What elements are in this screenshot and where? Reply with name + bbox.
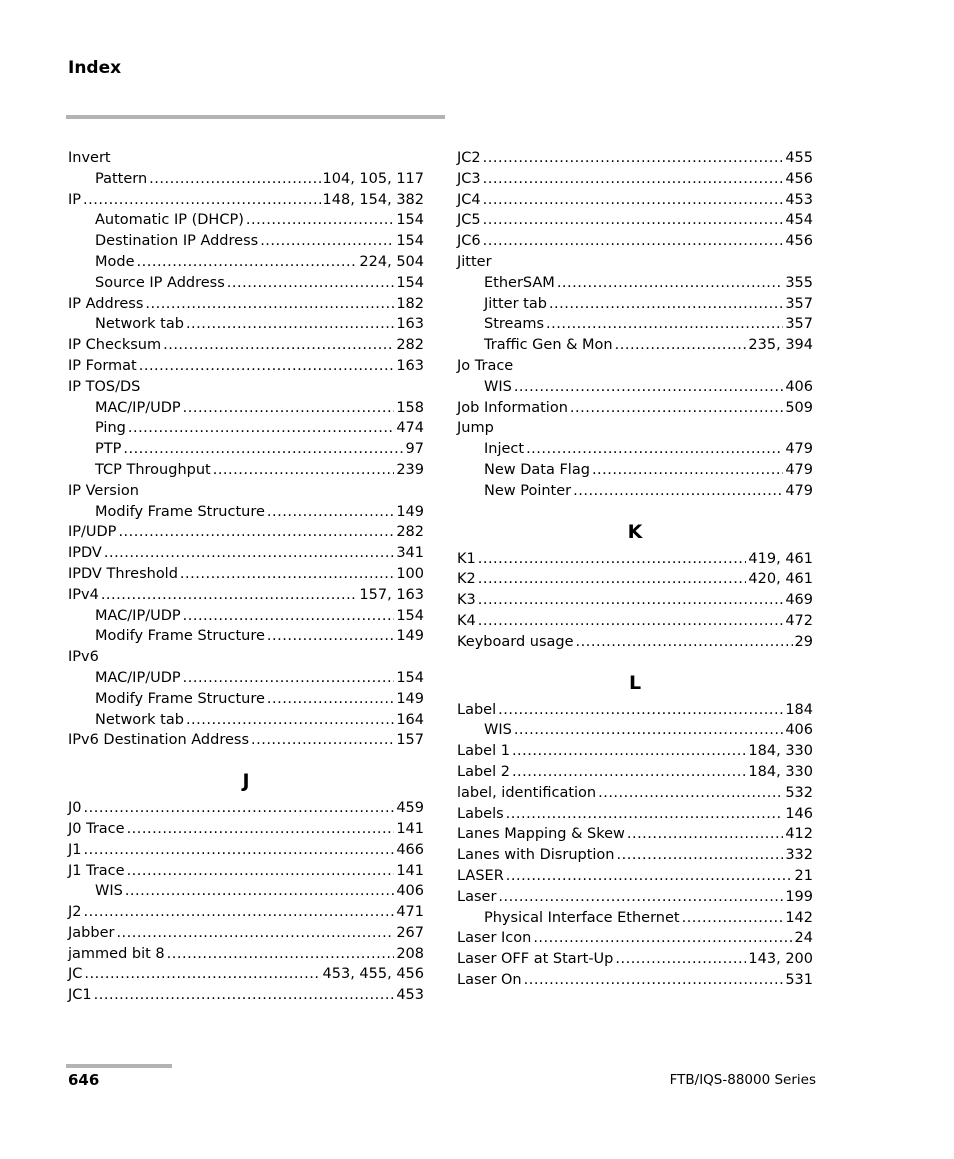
index-subentry <box>68 273 424 294</box>
index-subentry <box>457 335 813 356</box>
index-entry <box>457 569 813 590</box>
index-entry <box>457 887 813 908</box>
index-page-refs: 199 <box>785 888 813 905</box>
dot-leader <box>514 720 783 741</box>
index-term: IP Address <box>68 295 144 312</box>
index-term: Automatic IP (DHCP) <box>95 212 244 229</box>
index-term: K1 <box>457 550 476 567</box>
index-page-refs: 454 <box>785 212 813 229</box>
index-subentry <box>457 908 813 929</box>
index-page-refs: 157, 163 <box>359 586 424 603</box>
dot-leader <box>483 190 784 211</box>
dot-leader <box>478 549 747 570</box>
index-term: Keyboard usage <box>457 633 574 650</box>
index-entry <box>68 294 424 315</box>
index-term: New Pointer <box>484 482 572 499</box>
dot-leader <box>123 439 403 460</box>
index-term: IP <box>68 191 82 208</box>
index-term: LASER <box>457 867 504 884</box>
index-page-refs: 472 <box>785 612 813 629</box>
index-term: Mode <box>95 253 135 270</box>
index-page-refs: 163 <box>396 357 424 374</box>
index-entry <box>68 902 424 923</box>
index-page-refs: 104, 105, 117 <box>322 170 424 187</box>
index-term: Invert <box>68 150 111 166</box>
dot-leader <box>483 169 784 190</box>
index-term: New Data Flag <box>484 461 590 478</box>
index-subentry <box>68 210 424 231</box>
index-page-refs: 453 <box>396 987 424 1004</box>
dot-leader <box>83 190 321 211</box>
index-page-refs: 154 <box>396 607 424 624</box>
header-rule <box>66 115 445 119</box>
index-term: K3 <box>457 592 476 609</box>
index-subentry <box>457 314 813 335</box>
index-page-refs: 406 <box>785 722 813 739</box>
index-entry <box>457 762 813 783</box>
index-entry <box>457 928 813 949</box>
index-term: MAC/IP/UDP <box>95 399 181 416</box>
index-page-refs: 149 <box>396 690 424 707</box>
index-entry <box>457 824 813 845</box>
index-entry <box>457 590 813 611</box>
index-subentry <box>68 460 424 481</box>
dot-leader <box>478 611 784 632</box>
index-page-refs: 149 <box>396 628 424 645</box>
index-page-refs: 239 <box>396 461 424 478</box>
dot-leader <box>186 710 394 731</box>
index-page-refs: 157 <box>396 732 424 749</box>
dot-leader <box>84 840 395 861</box>
index-entry <box>68 377 424 398</box>
index-page-refs: 355 <box>785 274 813 291</box>
index-page-refs: 412 <box>785 826 813 843</box>
index-term: K2 <box>457 571 476 588</box>
index-page-refs: 148, 154, 382 <box>322 191 424 208</box>
index-page-refs: 453, 455, 456 <box>322 966 424 983</box>
index-term: Label <box>457 701 497 718</box>
index-term: Label 1 <box>457 743 510 760</box>
index-term: Network tab <box>95 316 184 333</box>
index-entry <box>68 543 424 564</box>
index-page-refs: 469 <box>785 592 813 609</box>
dot-leader <box>213 460 395 481</box>
dot-leader <box>127 861 395 882</box>
index-entry <box>68 481 424 502</box>
index-term: Jabber <box>68 924 115 941</box>
dot-leader <box>524 970 784 991</box>
index-entry <box>68 148 424 169</box>
index-page-refs: 154 <box>396 274 424 291</box>
index-page-refs: 406 <box>785 378 813 395</box>
index-term: IPDV Threshold <box>68 565 178 582</box>
index-page-refs: 24 <box>794 930 813 947</box>
index-term: label, identification <box>457 784 597 801</box>
index-term: WIS <box>484 378 512 395</box>
index-page-refs: 224, 504 <box>359 253 424 270</box>
index-subentry <box>457 460 813 481</box>
index-entry <box>457 169 813 190</box>
dot-leader <box>498 700 783 721</box>
index-term: J0 Trace <box>68 820 125 837</box>
index-term: Ping <box>95 420 126 437</box>
index-page-refs: 479 <box>785 461 813 478</box>
dot-leader <box>617 845 784 866</box>
dot-leader <box>576 632 793 653</box>
index-entry <box>457 632 813 653</box>
index-entry <box>457 700 813 721</box>
index-entry <box>457 804 813 825</box>
index-entry <box>68 190 424 211</box>
index-page-refs: 154 <box>396 669 424 686</box>
index-page-refs: 456 <box>785 233 813 250</box>
index-subentry <box>68 710 424 731</box>
index-term: JC2 <box>457 150 481 166</box>
index-term: IPDV <box>68 545 102 562</box>
index-term: J1 <box>68 841 82 858</box>
index-entry <box>68 798 424 819</box>
index-subentry <box>68 689 424 710</box>
dot-leader <box>570 398 783 419</box>
index-term: Network tab <box>95 711 184 728</box>
index-term: IP TOS/DS <box>68 378 141 395</box>
dot-leader <box>512 741 746 762</box>
index-entry <box>457 231 813 252</box>
dot-leader <box>615 949 746 970</box>
index-page-refs: 282 <box>396 337 424 354</box>
index-term: K4 <box>457 612 476 629</box>
dot-leader <box>512 762 746 783</box>
index-page-refs: 154 <box>396 212 424 229</box>
index-term: PTP <box>95 441 122 458</box>
index-term: jammed bit 8 <box>68 945 165 962</box>
index-entry <box>68 647 424 668</box>
dot-leader <box>137 252 358 273</box>
index-term: Lanes with Disruption <box>457 847 615 864</box>
index-term: EtherSAM <box>484 274 555 291</box>
dot-leader <box>573 481 783 502</box>
index-entry <box>68 356 424 377</box>
dot-leader <box>101 585 358 606</box>
dot-leader <box>615 335 747 356</box>
index-term: IP Version <box>68 482 139 499</box>
index-entry <box>457 356 813 377</box>
index-page-refs: 332 <box>785 847 813 864</box>
index-term: TCP Throughput <box>95 461 211 478</box>
index-entry <box>457 252 813 273</box>
index-entry <box>68 730 424 751</box>
index-page-refs: 341 <box>396 545 424 562</box>
dot-leader <box>478 569 747 590</box>
index-entry <box>68 840 424 861</box>
index-term: Jitter tab <box>484 295 547 312</box>
dot-leader <box>84 964 320 985</box>
index-entry <box>457 741 813 762</box>
dot-leader <box>260 231 394 252</box>
index-subentry <box>457 273 813 294</box>
dot-leader <box>128 418 394 439</box>
dot-leader <box>163 335 394 356</box>
index-term: Job Information <box>457 399 568 416</box>
dot-leader <box>84 902 395 923</box>
index-term: JC3 <box>457 170 481 187</box>
index-term: JC1 <box>68 987 92 1004</box>
dot-leader <box>180 564 394 585</box>
index-subentry <box>68 398 424 419</box>
dot-leader <box>186 314 394 335</box>
index-entry <box>457 970 813 991</box>
index-term: Modify Frame Structure <box>95 690 265 707</box>
index-column-right <box>457 148 813 991</box>
index-entry <box>457 398 813 419</box>
dot-leader <box>104 543 394 564</box>
dot-leader <box>592 460 783 481</box>
index-term: JC6 <box>457 233 481 250</box>
index-entry <box>68 985 424 1006</box>
dot-leader <box>246 210 394 231</box>
index-page-refs: 154 <box>396 233 424 250</box>
dot-leader <box>84 798 395 819</box>
dot-leader <box>682 908 784 929</box>
index-page-refs: 267 <box>396 924 424 941</box>
dot-leader <box>526 439 783 460</box>
dot-leader <box>483 231 784 252</box>
index-subentry <box>68 502 424 523</box>
index-subentry <box>457 377 813 398</box>
index-page-refs: 29 <box>794 633 813 650</box>
dot-leader <box>506 804 784 825</box>
dot-leader <box>118 522 394 543</box>
dot-leader <box>145 294 394 315</box>
index-page-refs: 282 <box>396 524 424 541</box>
dot-leader <box>127 819 395 840</box>
index-term: Laser On <box>457 971 522 988</box>
dot-leader <box>167 944 395 965</box>
dot-leader <box>483 210 784 231</box>
index-term: JC4 <box>457 191 481 208</box>
index-entry <box>457 611 813 632</box>
index-page-refs: 143, 200 <box>748 951 813 968</box>
footer-rule <box>66 1064 172 1068</box>
index-page-refs: 459 <box>396 800 424 817</box>
index-page-refs: 453 <box>785 191 813 208</box>
index-term: IP/UDP <box>68 524 117 541</box>
index-subentry <box>457 481 813 502</box>
index-page-refs: 141 <box>396 862 424 879</box>
index-entry <box>68 944 424 965</box>
index-entry <box>457 783 813 804</box>
index-entry <box>68 861 424 882</box>
index-term: IP Format <box>68 357 137 374</box>
index-entry <box>68 522 424 543</box>
index-page-refs: 532 <box>785 784 813 801</box>
dot-leader <box>546 314 783 335</box>
dot-leader <box>94 985 395 1006</box>
dot-leader <box>506 866 793 887</box>
index-term: J1 Trace <box>68 862 125 879</box>
index-page-refs: 164 <box>396 711 424 728</box>
index-subentry <box>68 252 424 273</box>
index-subentry <box>457 294 813 315</box>
index-entry <box>68 585 424 606</box>
index-term: MAC/IP/UDP <box>95 669 181 686</box>
index-subentry <box>68 668 424 689</box>
index-page-refs: 208 <box>396 945 424 962</box>
dot-leader <box>267 626 394 647</box>
index-entry <box>457 190 813 211</box>
running-header: Index <box>68 58 122 78</box>
index-term: Laser <box>457 888 497 905</box>
dot-leader <box>627 824 783 845</box>
index-page-refs: 146 <box>785 805 813 822</box>
index-term: Destination IP Address <box>95 233 259 250</box>
index-page-refs: 419, 461 <box>748 550 813 567</box>
index-entry <box>457 549 813 570</box>
index-entry <box>68 964 424 985</box>
index-term: IPv4 <box>68 586 99 603</box>
dot-leader <box>139 356 395 377</box>
dot-leader <box>483 148 784 169</box>
index-term: Jitter <box>457 253 492 270</box>
index-entry <box>457 949 813 970</box>
index-page-refs: 455 <box>785 150 813 166</box>
index-term: MAC/IP/UDP <box>95 607 181 624</box>
dot-leader <box>533 928 792 949</box>
index-entry <box>457 418 813 439</box>
index-subentry <box>68 169 424 190</box>
dot-leader <box>267 502 394 523</box>
index-subentry <box>68 439 424 460</box>
index-subentry <box>68 418 424 439</box>
index-term: Traffic Gen & Mon <box>484 337 613 354</box>
index-column-left <box>68 148 424 1006</box>
dot-leader <box>549 294 783 315</box>
index-subentry <box>68 606 424 627</box>
index-term: IP Checksum <box>68 337 162 354</box>
index-subentry <box>68 626 424 647</box>
index-page-refs: 142 <box>785 909 813 926</box>
index-term: IPv6 Destination Address <box>68 732 249 749</box>
index-entry <box>68 564 424 585</box>
index-term: Jump <box>457 420 494 437</box>
index-letter-heading: J <box>242 770 250 793</box>
index-page-refs: 466 <box>396 841 424 858</box>
index-term: J2 <box>68 904 82 921</box>
dot-leader <box>498 887 783 908</box>
index-letter-heading: K <box>627 520 643 543</box>
index-page-refs: 158 <box>396 399 424 416</box>
index-page-refs: 21 <box>794 867 813 884</box>
index-page-refs: 163 <box>396 316 424 333</box>
index-term: Pattern <box>95 170 148 187</box>
index-term: Inject <box>484 441 525 458</box>
index-term: JC5 <box>457 212 481 229</box>
index-term: Source IP Address <box>95 274 225 291</box>
dot-leader <box>125 881 394 902</box>
index-page-refs: 420, 461 <box>748 571 813 588</box>
index-page-refs: 184, 330 <box>748 743 813 760</box>
index-page-refs: 474 <box>396 420 424 437</box>
index-page-refs: 479 <box>785 441 813 458</box>
index-page-refs: 149 <box>396 503 424 520</box>
dot-leader <box>478 590 784 611</box>
dot-leader <box>183 668 395 689</box>
index-term: Physical Interface Ethernet <box>484 909 680 926</box>
index-page-refs: 471 <box>396 904 424 921</box>
index-page-refs: 531 <box>785 971 813 988</box>
index-page-refs: 479 <box>785 482 813 499</box>
index-page-refs: 357 <box>785 316 813 333</box>
index-subentry <box>68 314 424 335</box>
index-term: Modify Frame Structure <box>95 628 265 645</box>
index-page-refs: 97 <box>405 441 424 458</box>
index-page-refs: 509 <box>785 399 813 416</box>
index-term: WIS <box>484 722 512 739</box>
index-term: Jo Trace <box>457 357 514 374</box>
index-entry <box>68 923 424 944</box>
dot-leader <box>149 169 320 190</box>
index-page-refs: 357 <box>785 295 813 312</box>
index-term: Label 2 <box>457 763 510 780</box>
index-term: Streams <box>484 316 545 333</box>
index-page-refs: 456 <box>785 170 813 187</box>
index-term: WIS <box>95 883 123 900</box>
dot-leader <box>116 923 394 944</box>
index-term: Labels <box>457 805 504 822</box>
index-page-refs: 184 <box>785 701 813 718</box>
dot-leader <box>598 783 783 804</box>
index-entry <box>457 210 813 231</box>
dot-leader <box>251 730 394 751</box>
index-term: Laser Icon <box>457 930 532 947</box>
index-term: IPv6 <box>68 649 99 666</box>
index-entry <box>457 866 813 887</box>
dot-leader <box>267 689 394 710</box>
index-page-refs: 100 <box>396 565 424 582</box>
index-entry <box>68 335 424 356</box>
index-term: Lanes Mapping & Skew <box>457 826 625 843</box>
index-page-refs: 184, 330 <box>748 763 813 780</box>
page-number: 646 <box>68 1071 100 1089</box>
footer-series: FTB/IQS-88000 Series <box>669 1072 816 1088</box>
index-term: J0 <box>68 800 82 817</box>
index-entry <box>457 148 813 169</box>
dot-leader <box>557 273 783 294</box>
index-subentry <box>457 439 813 460</box>
index-page-refs: 406 <box>396 883 424 900</box>
index-subentry <box>68 881 424 902</box>
index-entry <box>68 819 424 840</box>
dot-leader <box>183 398 395 419</box>
index-subentry <box>457 720 813 741</box>
index-term: Modify Frame Structure <box>95 503 265 520</box>
index-letter-heading: L <box>628 671 642 694</box>
dot-leader <box>514 377 783 398</box>
index-page-refs: 182 <box>396 295 424 312</box>
dot-leader <box>183 606 395 627</box>
index-term: Laser OFF at Start-Up <box>457 951 614 968</box>
index-entry <box>457 845 813 866</box>
dot-leader <box>227 273 395 294</box>
index-page-refs: 235, 394 <box>748 337 813 354</box>
index-page-refs: 141 <box>396 820 424 837</box>
index-term: JC <box>68 966 83 983</box>
index-subentry <box>68 231 424 252</box>
